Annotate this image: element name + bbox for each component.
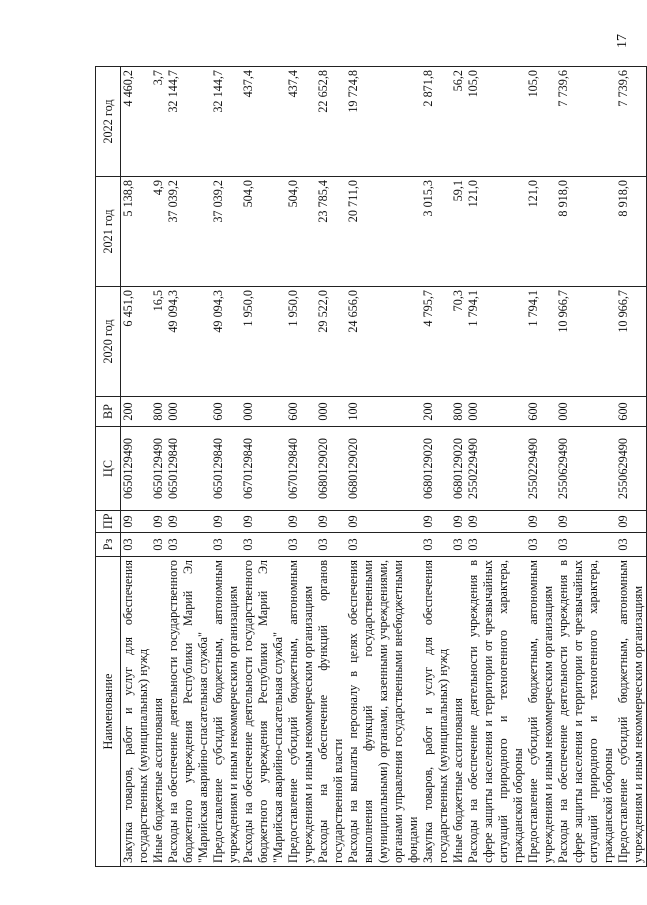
cell-rz: 03 <box>421 533 451 557</box>
cell-pr: 09 <box>316 511 346 533</box>
table-row <box>466 67 526 867</box>
cell-pr: 09 <box>526 511 556 533</box>
cell-y2022: 32 144,7 <box>166 67 211 177</box>
cell-cs: 0670129840 <box>286 427 316 511</box>
cell-name: Иные бюджетные ассигнования <box>451 557 466 867</box>
header-2021: 2021 год <box>96 177 121 287</box>
cell-y2022: 22 652,8 <box>316 67 346 177</box>
cell-pr: 09 <box>121 511 152 533</box>
cell-cs: 0670129840 <box>241 427 286 511</box>
cell-cs: 2550629490 <box>556 427 616 511</box>
cell-y2020: 29 522,0 <box>316 287 346 397</box>
cell-vr: 600 <box>286 397 316 427</box>
rotated-table-container <box>95 67 645 867</box>
cell-cs: 0650129840 <box>166 427 211 511</box>
cell-name: Расходы на обеспечение деятельности государственного бюджетного учреждения Республики Марий Эл "Марийская аварийно-спасательная служба" <box>166 557 211 867</box>
cell-name: Расходы на выплаты персоналу в целях обеспечения выполнения функций государственными (муниципальными) органами, казенными учреждениями, органами управления государственными внебюджетными фондами <box>346 557 421 867</box>
cell-y2020: 4 795,7 <box>421 287 451 397</box>
cell-y2021: 37 039,2 <box>166 177 211 287</box>
cell-y2021: 59,1 <box>451 177 466 287</box>
cell-name: Расходы на обеспечение деятельности государственного бюджетного учреждения Республики Марий Эл "Марийская аварийно-спасательная служба" <box>241 557 286 867</box>
cell-vr: 000 <box>316 397 346 427</box>
cell-pr: 09 <box>451 511 466 533</box>
cell-y2021: 504,0 <box>241 177 286 287</box>
cell-rz: 03 <box>211 533 241 557</box>
cell-vr: 000 <box>241 397 286 427</box>
cell-vr: 200 <box>421 397 451 427</box>
cell-rz: 03 <box>526 533 556 557</box>
cell-vr: 600 <box>616 397 647 427</box>
table-row <box>346 67 421 867</box>
table-header-row <box>96 67 121 867</box>
cell-name: Предоставление субсидий бюджетным, автономным учреждениям и иным некоммерческим организациям <box>616 557 647 867</box>
cell-name: Расходы на обеспечение функций органов государственной власти <box>316 557 346 867</box>
cell-vr: 000 <box>556 397 616 427</box>
cell-rz: 03 <box>466 533 526 557</box>
cell-name: Расходы на обеспечение деятельности учреждения в сфере защиты населения и территории от чрезвычайных ситуаций природного и техногенного характера, гражданской обороны <box>466 557 526 867</box>
table-row <box>241 67 286 867</box>
cell-pr: 09 <box>241 511 286 533</box>
cell-rz: 03 <box>346 533 421 557</box>
header-cs: ЦС <box>96 427 121 511</box>
cell-vr: 800 <box>451 397 466 427</box>
cell-vr: 800 <box>151 397 166 427</box>
cell-rz: 03 <box>241 533 286 557</box>
cell-y2022: 19 724,8 <box>346 67 421 177</box>
cell-cs: 2550629490 <box>616 427 647 511</box>
cell-rz: 03 <box>121 533 152 557</box>
cell-cs: 2550229490 <box>526 427 556 511</box>
cell-y2021: 504,0 <box>286 177 316 287</box>
cell-rz: 03 <box>166 533 211 557</box>
cell-y2022: 105,0 <box>466 67 526 177</box>
table-row <box>121 67 152 867</box>
cell-y2022: 105,0 <box>526 67 556 177</box>
cell-rz: 03 <box>616 533 647 557</box>
cell-cs: 0680129020 <box>421 427 451 511</box>
cell-cs: 2550229490 <box>466 427 526 511</box>
cell-name: Предоставление субсидий бюджетным, автономным учреждениям и иным некоммерческим организациям <box>526 557 556 867</box>
cell-y2021: 20 711,0 <box>346 177 421 287</box>
cell-y2021: 3 015,3 <box>421 177 451 287</box>
cell-name: Предоставление субсидий бюджетным, автономным учреждениям и иным некоммерческим организациям <box>286 557 316 867</box>
header-pr: ПР <box>96 511 121 533</box>
cell-pr: 09 <box>421 511 451 533</box>
cell-y2020: 10 966,7 <box>616 287 647 397</box>
cell-y2020: 1 794,1 <box>526 287 556 397</box>
table-row <box>616 67 647 867</box>
cell-name: Закупка товаров, работ и услуг для обеспечения государственных (муниципальных) нужд <box>121 557 152 867</box>
cell-y2020: 1 794,1 <box>466 287 526 397</box>
cell-name: Предоставление субсидий бюджетным, автономным учреждениям и иным некоммерческим организациям <box>211 557 241 867</box>
cell-y2020: 6 451,0 <box>121 287 152 397</box>
cell-y2020: 10 966,7 <box>556 287 616 397</box>
cell-rz: 03 <box>451 533 466 557</box>
cell-y2022: 4 460,2 <box>121 67 152 177</box>
cell-y2020: 24 656,0 <box>346 287 421 397</box>
cell-vr: 200 <box>121 397 152 427</box>
cell-vr: 100 <box>346 397 421 427</box>
table-row <box>451 67 466 867</box>
cell-name: Расходы на обеспечение деятельности учреждения в сфере защиты населения и территории от чрезвычайных ситуаций природного и техногенного характера, гражданской обороны <box>556 557 616 867</box>
cell-name: Закупка товаров, работ и услуг для обеспечения государственных (муниципальных) нужд <box>421 557 451 867</box>
cell-y2021: 4,9 <box>151 177 166 287</box>
cell-rz: 03 <box>556 533 616 557</box>
cell-y2020: 16,5 <box>151 287 166 397</box>
header-rz: Рз <box>96 533 121 557</box>
header-2020: 2020 год <box>96 287 121 397</box>
cell-pr: 09 <box>286 511 316 533</box>
cell-y2022: 2 871,8 <box>421 67 451 177</box>
table-row <box>151 67 166 867</box>
header-vr: ВР <box>96 397 121 427</box>
cell-y2021: 8 918,0 <box>616 177 647 287</box>
cell-pr: 09 <box>346 511 421 533</box>
cell-vr: 000 <box>466 397 526 427</box>
cell-y2020: 1 950,0 <box>286 287 316 397</box>
cell-pr: 09 <box>151 511 166 533</box>
cell-y2020: 1 950,0 <box>241 287 286 397</box>
cell-vr: 000 <box>166 397 211 427</box>
cell-y2021: 37 039,2 <box>211 177 241 287</box>
cell-vr: 600 <box>211 397 241 427</box>
cell-y2021: 23 785,4 <box>316 177 346 287</box>
header-name: Наименование <box>96 557 121 867</box>
table-row <box>556 67 616 867</box>
cell-pr: 09 <box>616 511 647 533</box>
cell-cs: 0650129490 <box>121 427 152 511</box>
cell-y2021: 5 138,8 <box>121 177 152 287</box>
cell-cs: 0650129490 <box>151 427 166 511</box>
cell-y2020: 70,3 <box>451 287 466 397</box>
cell-y2022: 32 144,7 <box>211 67 241 177</box>
table-row <box>526 67 556 867</box>
table-row <box>166 67 211 867</box>
cell-name: Иные бюджетные ассигнования <box>151 557 166 867</box>
cell-y2022: 7 739,6 <box>616 67 647 177</box>
cell-y2022: 7 739,6 <box>556 67 616 177</box>
page-number: 17 <box>615 34 630 48</box>
cell-rz: 03 <box>316 533 346 557</box>
cell-y2022: 3,7 <box>151 67 166 177</box>
cell-rz: 03 <box>151 533 166 557</box>
cell-y2021: 8 918,0 <box>556 177 616 287</box>
cell-rz: 03 <box>286 533 316 557</box>
cell-cs: 0680129020 <box>346 427 421 511</box>
cell-y2022: 437,4 <box>286 67 316 177</box>
cell-y2020: 49 094,3 <box>166 287 211 397</box>
cell-cs: 0650129840 <box>211 427 241 511</box>
cell-cs: 0680129020 <box>451 427 466 511</box>
cell-y2022: 437,4 <box>241 67 286 177</box>
cell-vr: 600 <box>526 397 556 427</box>
cell-y2022: 56,2 <box>451 67 466 177</box>
table-row <box>211 67 241 867</box>
cell-cs: 0680129020 <box>316 427 346 511</box>
cell-y2020: 49 094,3 <box>211 287 241 397</box>
cell-pr: 09 <box>466 511 526 533</box>
cell-pr: 09 <box>556 511 616 533</box>
header-2022: 2022 год <box>96 67 121 177</box>
cell-pr: 09 <box>166 511 211 533</box>
table-row <box>286 67 316 867</box>
cell-y2021: 121,0 <box>466 177 526 287</box>
budget-table <box>95 66 647 867</box>
table-row <box>421 67 451 867</box>
cell-y2021: 121,0 <box>526 177 556 287</box>
cell-pr: 09 <box>211 511 241 533</box>
table-row <box>316 67 346 867</box>
